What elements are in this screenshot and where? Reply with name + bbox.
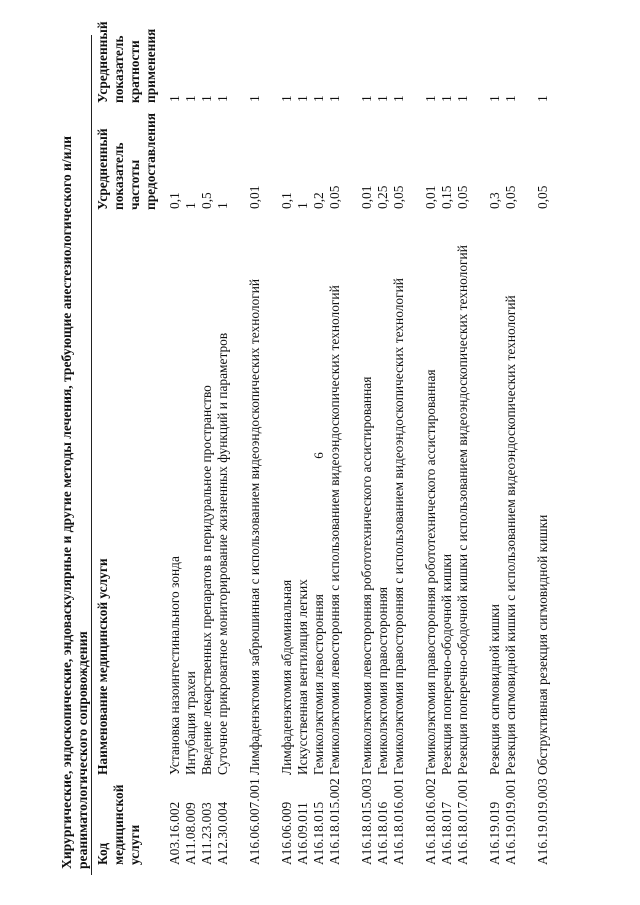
cell-name: Гемиколэктомия правосторонняя	[375, 586, 390, 775]
header-multiplicity: Усредненный показатель кратности применения	[95, 21, 158, 103]
cell-frequency: 0,3	[487, 192, 502, 209]
header-code: Код медицинской услуги	[95, 784, 142, 865]
cell-code: A16.18.017.001	[455, 778, 470, 865]
cell-code: A16.18.015.002	[327, 778, 342, 865]
cell-multiplicity: 1	[455, 95, 470, 102]
cell-code: A16.18.017	[439, 801, 454, 865]
cell-name: Резекция сигмовидной кишки с использованием видеоэндоскопических технологий	[503, 295, 518, 775]
cell-frequency: 0,01	[423, 185, 438, 209]
cell-name: Гемиколэктомия правосторонняя робототехнического ассистированная	[423, 369, 438, 775]
rotated-table-sheet	[55, 21, 625, 875]
cell-multiplicity: 1	[327, 95, 342, 102]
cell-frequency: 0,01	[359, 185, 374, 209]
cell-frequency: 0,05	[391, 185, 406, 209]
cell-multiplicity: 1	[487, 95, 502, 102]
cell-multiplicity: 1	[215, 95, 230, 102]
cell-code: A16.06.009	[279, 801, 294, 865]
cell-multiplicity: 1	[167, 95, 182, 102]
cell-name: Введение лекарственных препаратов в перидуральное пространство	[199, 385, 214, 775]
cell-name: Лимфаденэктомия абдоминальная	[279, 579, 294, 775]
cell-name: Обструктивная резекция сигмовидной кишки	[535, 514, 550, 775]
cell-multiplicity: 1	[391, 95, 406, 102]
cell-code: A16.18.015.003	[359, 778, 374, 865]
cell-multiplicity: 1	[311, 95, 326, 102]
cell-code: A16.09.011	[295, 802, 310, 865]
cell-name: Лимфаденэктомия забрюшинная с использованием видеоэндоскопических технологий	[247, 278, 262, 775]
cell-code: A03.16.002	[167, 801, 182, 865]
cell-frequency: 1	[183, 202, 198, 209]
section-title: Хирургические, эндоскопические, эндоваскулярные и другие методы лечения, требующие анестезиологического и/или реаниматологического сопровождения	[59, 136, 90, 869]
cell-code: A12.30.004	[215, 801, 230, 865]
cell-code: A16.19.019	[487, 801, 502, 865]
cell-frequency: 0,15	[439, 185, 454, 209]
cell-multiplicity: 1	[423, 95, 438, 102]
cell-multiplicity: 1	[359, 95, 374, 102]
cell-name: Гемиколэктомия правосторонняя с использованием видеоэндоскопических технологий	[391, 278, 406, 775]
cell-name: Резекция поперечно-ободочной кишки	[439, 553, 454, 775]
page-number: 6	[311, 451, 326, 459]
cell-frequency: 0,05	[327, 185, 342, 209]
cell-code: A16.19.019.003	[535, 778, 550, 865]
cell-name: Искусственная вентиляция легких	[295, 579, 310, 775]
cell-code: A16.06.007.001	[247, 778, 262, 865]
cell-name: Гемиколэктомия левосторонняя робототехнического ассистированная	[359, 376, 374, 775]
cell-frequency: 0,1	[167, 192, 182, 209]
cell-frequency: 0,01	[247, 185, 262, 209]
cell-code: A16.19.019.001	[503, 778, 518, 865]
cell-frequency: 0,05	[455, 185, 470, 209]
cell-code: A16.18.016.002	[423, 778, 438, 865]
cell-multiplicity: 1	[375, 95, 390, 102]
cell-frequency: 0,5	[199, 192, 214, 209]
cell-multiplicity: 1	[503, 95, 518, 102]
cell-multiplicity: 1	[279, 95, 294, 102]
cell-code: A16.18.016	[375, 801, 390, 865]
cell-frequency: 1	[215, 202, 230, 209]
cell-multiplicity: 1	[295, 95, 310, 102]
cell-multiplicity: 1	[439, 95, 454, 102]
cell-name: Резекция сигмовидной кишки	[487, 604, 502, 775]
header-name: Наименование медицинской услуги	[95, 558, 110, 775]
cell-frequency: 1	[295, 202, 310, 209]
cell-name: Установка назоинтестинального зонда	[167, 556, 182, 775]
cell-name: Гемиколэктомия левосторонняя	[311, 594, 326, 775]
cell-frequency: 0,25	[375, 185, 390, 209]
cell-multiplicity: 1	[247, 95, 262, 102]
cell-name: Интубация трахеи	[183, 671, 198, 775]
cell-code: A11.23.003	[199, 802, 214, 865]
cell-frequency: 0,05	[503, 185, 518, 209]
header-frequency: Усредненный показатель частоты предоставления	[95, 113, 158, 210]
header-rule	[91, 35, 92, 875]
cell-name: Резекция поперечно-ободочной кишки с использованием видеоэндоскопических технологий	[455, 245, 470, 775]
cell-multiplicity: 1	[183, 95, 198, 102]
cell-frequency: 0,1	[279, 192, 294, 209]
cell-code: A11.08.009	[183, 802, 198, 865]
cell-frequency: 0,05	[535, 185, 550, 209]
cell-code: A16.18.016.001	[391, 778, 406, 865]
cell-code: A16.18.015	[311, 801, 326, 865]
cell-multiplicity: 1	[199, 95, 214, 102]
cell-name: Суточное прикроватное мониторирование жизненных функций и параметров	[215, 332, 230, 775]
cell-name: Гемиколэктомия левосторонняя с использованием видеоэндоскопических технологий	[327, 285, 342, 775]
cell-frequency: 0,2	[311, 192, 326, 209]
cell-multiplicity: 1	[535, 95, 550, 102]
